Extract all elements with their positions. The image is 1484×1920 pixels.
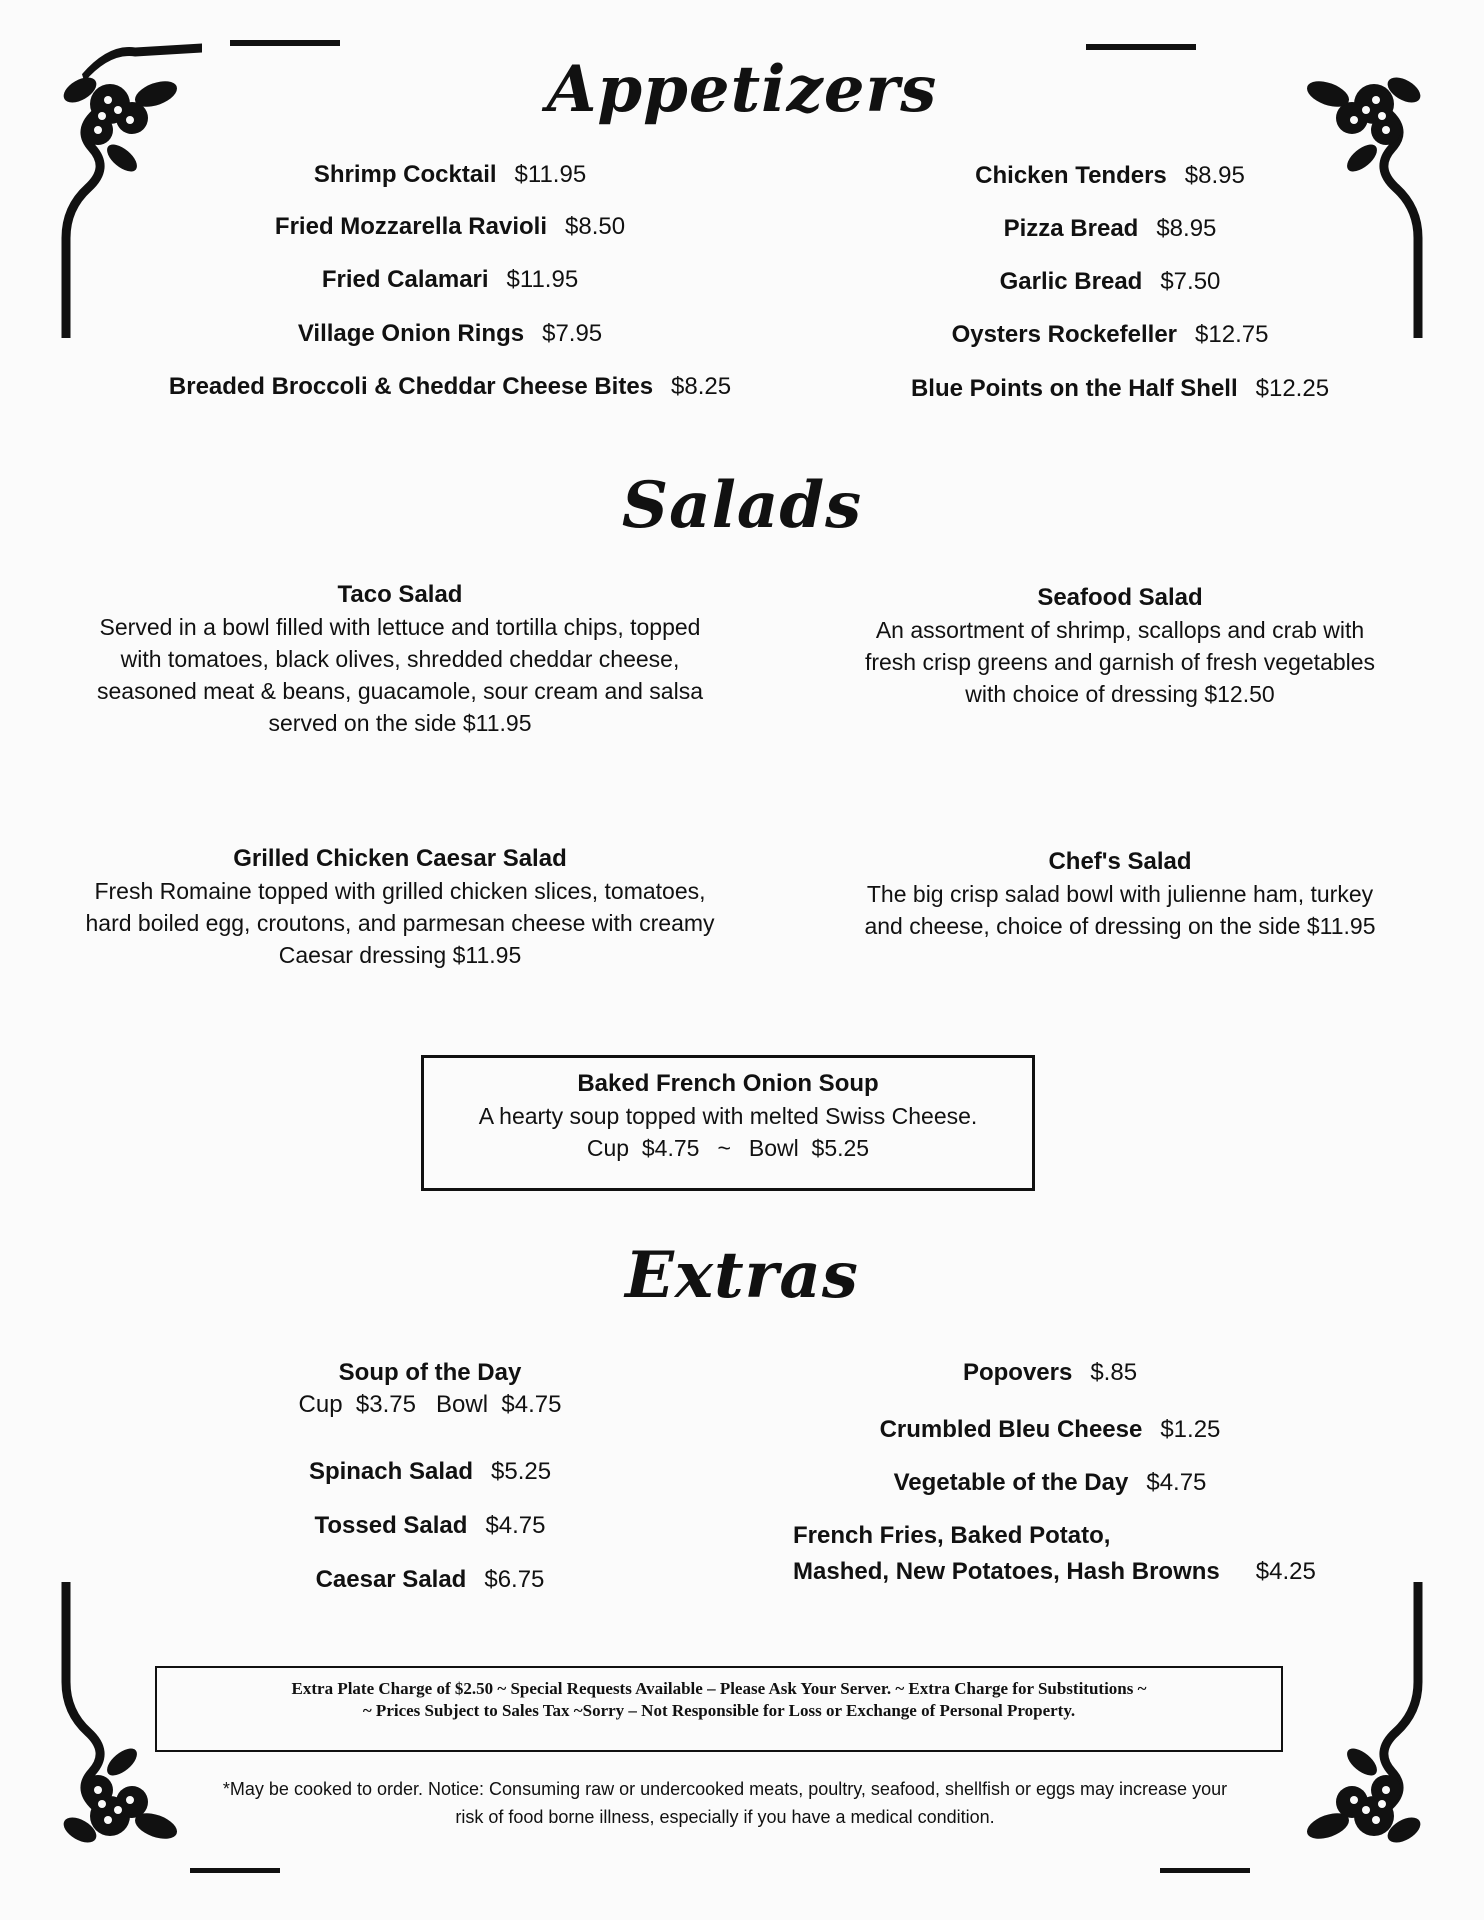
salad-item: [40, 843, 760, 971]
menu-item: Blue Points on the Half Shell $12.25: [910, 375, 1330, 402]
menu-item: Village Onion Rings $7.95: [297, 320, 603, 347]
soup-name: Baked French Onion Soup: [577, 1070, 879, 1097]
menu-item: French Fries, Baked Potato, Mashed, New Potatoes, Hash Browns $4.25: [793, 1522, 1316, 1585]
soup-desc: A hearty soup topped with melted Swiss Cheese.: [478, 1103, 978, 1129]
menu-item: [230, 1357, 630, 1421]
salad-desc-line: Fresh Romaine topped with grilled chicken slices, tomatoes,: [94, 878, 706, 904]
menu-item: Shrimp Cocktail $11.95: [313, 161, 587, 188]
salad-name: Taco Salad: [337, 581, 463, 608]
menu-item: Vegetable of the Day $4.75: [893, 1469, 1207, 1496]
soup-of-day-name: Soup of the Day: [338, 1359, 522, 1386]
salad-desc-line: fresh crisp greens and garnish of fresh vegetables: [864, 649, 1376, 675]
salads-heading: Salads: [621, 468, 863, 543]
salad-desc-line: hard boiled egg, croutons, and parmesan cheese with creamy: [85, 910, 715, 936]
menu-item: Fried Mozzarella Ravioli $8.50: [274, 213, 626, 240]
health-footnote: *May be cooked to order. Notice: Consuming raw or undercooked meats, poultry, seafood, shellfish or eggs may increase your risk of food borne illness, especially if you have a medical condition.: [222, 1779, 1228, 1827]
appetizers-heading: Appetizers: [546, 52, 938, 127]
salad-item: [800, 846, 1440, 942]
salad-desc-line: served on the side $11.95: [268, 710, 532, 736]
salad-desc-line: with choice of dressing $12.50: [965, 681, 1275, 707]
salad-desc-line: Served in a bowl filled with lettuce and tortilla chips, topped: [99, 614, 701, 640]
notice-line: ~ Prices Subject to Sales Tax ~Sorry – Not Responsible for Loss or Exchange of Personal Property.: [362, 1701, 1076, 1720]
salad-item: [40, 579, 760, 739]
salad-desc-line: The big crisp salad bowl with julienne ham, turkey: [866, 881, 1374, 907]
menu-item: Crumbled Bleu Cheese $1.25: [879, 1416, 1221, 1443]
menu-item: Popovers $.85: [962, 1359, 1138, 1386]
menu-item: Oysters Rockefeller $12.75: [951, 321, 1269, 348]
notice-box: [155, 1666, 1283, 1752]
grape-vine-corner-icon: [1282, 1572, 1432, 1882]
menu-item: Garlic Bread $7.50: [999, 268, 1221, 295]
salad-desc-line: An assortment of shrimp, scallops and crab with: [875, 617, 1365, 643]
menu-item: Fried Calamari $11.95: [321, 266, 579, 293]
menu-item: Pizza Bread $8.95: [1003, 215, 1217, 242]
salad-desc-line: with tomatoes, black olives, shredded cheddar cheese,: [120, 646, 680, 672]
top-left-flourish: [230, 40, 340, 46]
salad-name: Chef's Salad: [1048, 848, 1192, 875]
salad-name: Grilled Chicken Caesar Salad: [233, 845, 567, 872]
salad-name: Seafood Salad: [1037, 584, 1203, 611]
soup-of-day-prices: Cup $3.75 Bowl $4.75: [298, 1391, 562, 1418]
menu-item: Chicken Tenders $8.95: [975, 162, 1245, 189]
extras-heading: Extras: [625, 1238, 859, 1313]
salad-desc-line: seasoned meat & beans, guacamole, sour cream and salsa: [96, 678, 704, 704]
menu-item: Spinach Salad $5.25: [308, 1458, 552, 1485]
bottom-right-flourish: [1160, 1868, 1250, 1873]
menu-item: Caesar Salad $6.75: [315, 1566, 545, 1593]
salad-item: [800, 582, 1440, 710]
menu-item: Breaded Broccoli & Cheddar Cheese Bites $8.25: [168, 373, 732, 400]
soup-prices: Cup $4.75 ~ Bowl $5.25: [586, 1135, 870, 1161]
salad-desc-line: and cheese, choice of dressing on the side $11.95: [864, 913, 1376, 939]
soup-special-box: [421, 1055, 1035, 1191]
menu-item: Tossed Salad $4.75: [314, 1512, 546, 1539]
top-right-flourish: [1086, 44, 1196, 50]
bottom-left-flourish: [190, 1868, 280, 1873]
salad-desc-line: Caesar dressing $11.95: [278, 942, 522, 968]
notice-line: Extra Plate Charge of $2.50 ~ Special Requests Available – Please Ask Your Server. ~ Extra Charge for Substitutions ~: [291, 1679, 1147, 1698]
